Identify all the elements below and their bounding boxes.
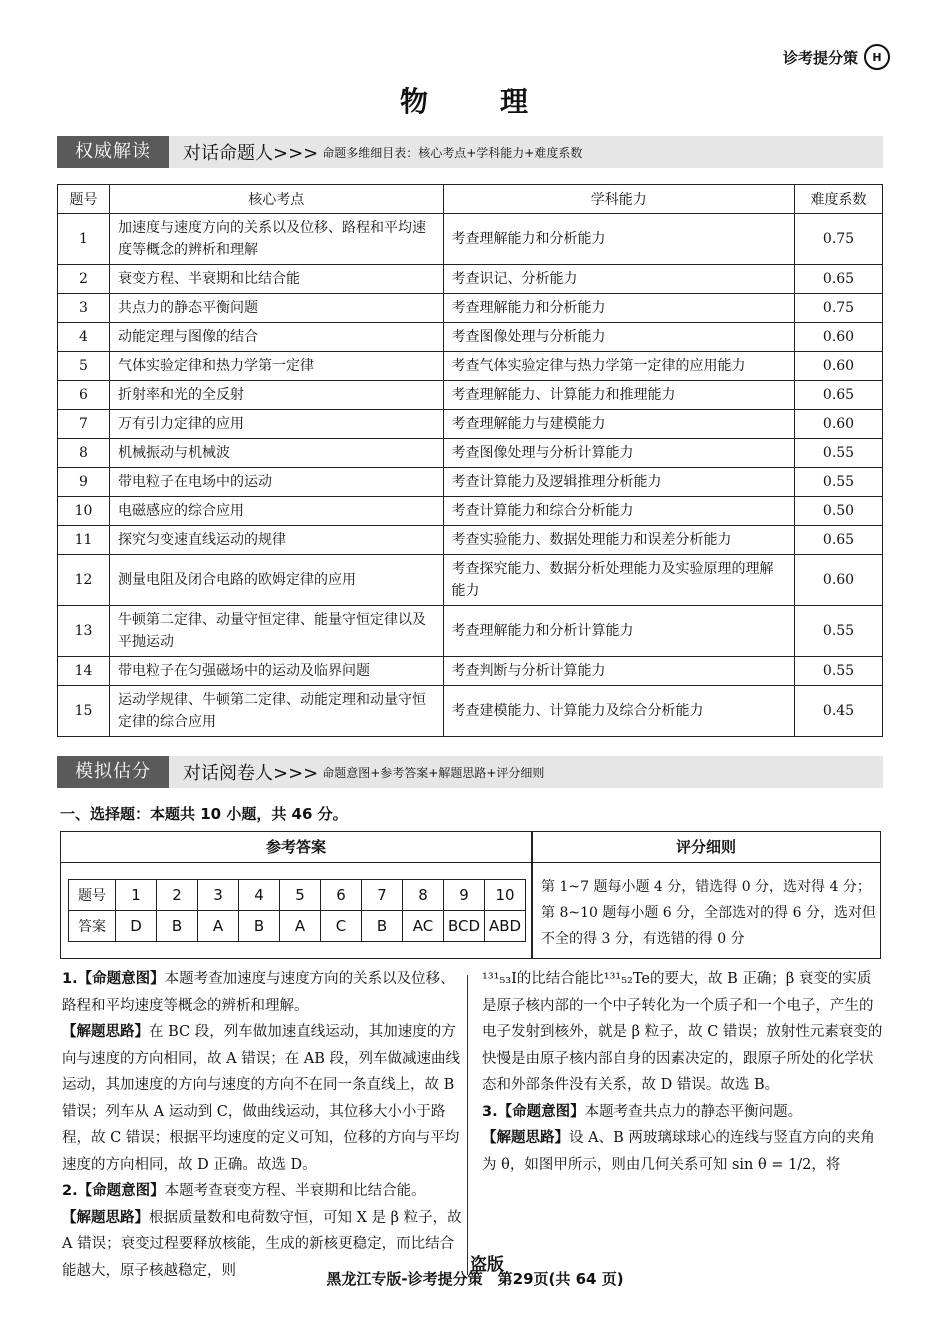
- q1-intent-text: 本题考查加速度与速度方向的关系以及位移、路程和平均速度等概念的辨析和理解。: [62, 971, 455, 1014]
- row-no: 15: [58, 686, 110, 737]
- q3-idea-label: 【解题思路】: [482, 1130, 569, 1146]
- answer-number: 7: [362, 880, 403, 911]
- table-row: [58, 468, 883, 497]
- answer-value: A: [198, 911, 239, 942]
- row-ability: 考查实验能力、数据处理能力和误差分析能力: [443, 526, 795, 555]
- table-row: [58, 439, 883, 468]
- row-difficulty: 0.75: [795, 214, 883, 265]
- answer-value: AC: [403, 911, 444, 942]
- row-no: 14: [58, 657, 110, 686]
- row-no: 4: [58, 323, 110, 352]
- tellurium-nuclide: ¹³¹₅₂Te: [603, 971, 650, 987]
- q2-idea-continued: [482, 966, 884, 1099]
- answer-number: 1: [116, 880, 157, 911]
- row-ability: 考查判断与分析计算能力: [443, 657, 795, 686]
- answer-value: B: [239, 911, 280, 942]
- row-point: 探究匀变速直线运动的规律: [109, 526, 443, 555]
- row-point: 衰变方程、半衰期和比结合能: [109, 265, 443, 294]
- row-no: 6: [58, 381, 110, 410]
- row-no: 12: [58, 555, 110, 606]
- row-difficulty: 0.65: [795, 526, 883, 555]
- answer-value: D: [116, 911, 157, 942]
- row-no: 11: [58, 526, 110, 555]
- answer-number-row: [69, 880, 526, 911]
- q3-idea: [482, 1125, 884, 1178]
- q2-idea-text-a: 根据质量数和电荷数守恒，可知 X 是 β 粒子，故 A 错误；衰变过程要释放核能，生成的新核更稳定，而比结合能越大，原子核越稳定，则: [62, 1209, 462, 1279]
- row-point: 加速度与速度方向的关系以及位移、路程和平均速度等概念的辨析和理解: [109, 214, 443, 265]
- section-heading: 对话阅卷人>>>: [183, 763, 319, 784]
- scoring-rule: 第 1~7 题每小题 4 分，错选得 0 分，选对得 4 分；第 8~10 题每小题 6 分，全部选对的得 6 分，选对但不全的得 3 分，有选错的得 0 分: [541, 879, 876, 947]
- answer-value-row: [69, 911, 526, 942]
- table-row: [58, 265, 883, 294]
- q2-intent-text: 本题考查衰变方程、半衰期和比结合能。: [164, 1183, 426, 1199]
- header-point: 核心考点: [109, 185, 443, 214]
- table-row: [58, 497, 883, 526]
- row-no: 5: [58, 352, 110, 381]
- table-row: [58, 352, 883, 381]
- q1-idea-label: 【解题思路】: [62, 1024, 149, 1040]
- table-row: [58, 686, 883, 737]
- q1-idea: [62, 1019, 462, 1178]
- row-difficulty: 0.50: [795, 497, 883, 526]
- table-row: [58, 555, 883, 606]
- divider: [531, 832, 533, 958]
- brand: [783, 44, 890, 70]
- row-no: 8: [58, 439, 110, 468]
- q2-intent-label: 2.【命题意图】: [62, 1183, 165, 1199]
- row-point: 动能定理与图像的结合: [109, 323, 443, 352]
- row-difficulty: 0.60: [795, 352, 883, 381]
- row-difficulty: 0.55: [795, 606, 883, 657]
- row-point: 万有引力定律的应用: [109, 410, 443, 439]
- section-tag: 权威解读: [57, 136, 169, 168]
- exam-spec-table: [57, 184, 883, 737]
- q2-intent: [62, 1178, 462, 1205]
- row-no: 9: [58, 468, 110, 497]
- q1-intent-label: 1.【命题意图】: [62, 971, 165, 987]
- header-difficulty: 难度系数: [795, 185, 883, 214]
- q1-idea-text: 在 BC 段，列车做加速直线运动，其加速度的方向与速度的方向相同，故 A 错误；在 AB 段，列车做减速曲线运动，其加速度的方向与速度的方向不在同一条直线上，故 B 错误；列车从 A 运动到 C，做曲线运动，其位移大小小于路程，故 C 错误；根据平均速度的定义可知，位移的方向与平均速度的方向相同，故 D 正确。故选 D。: [62, 1024, 461, 1173]
- answer-number: 10: [485, 880, 526, 911]
- row-difficulty: 0.55: [795, 439, 883, 468]
- row-point: 电磁感应的综合应用: [109, 497, 443, 526]
- row-difficulty: 0.65: [795, 381, 883, 410]
- page-footer: 黑龙江专版-诊考提分策 第29页(共 64 页): [326, 1270, 624, 1288]
- row-ability: 考查图像处理与分析计算能力: [443, 439, 795, 468]
- row-ability: 考查理解能力、计算能力和推理能力: [443, 381, 795, 410]
- row-difficulty: 0.55: [795, 468, 883, 497]
- section-bar-authority: [57, 136, 883, 168]
- row-ability: 考查计算能力和综合分析能力: [443, 497, 795, 526]
- answer-number: 9: [444, 880, 485, 911]
- table-row: [58, 381, 883, 410]
- row-ability: 考查气体实验定律与热力学第一定律的应用能力: [443, 352, 795, 381]
- row-difficulty: 0.45: [795, 686, 883, 737]
- row-no: 2: [58, 265, 110, 294]
- section-subheading: 命题多维细目表：核心考点+学科能力+难度系数: [322, 145, 583, 160]
- answer-value: ABD: [485, 911, 526, 942]
- row-difficulty: 0.75: [795, 294, 883, 323]
- q2-idea-label: 【解题思路】: [62, 1209, 149, 1226]
- table-row: [58, 294, 883, 323]
- row-point: 机械振动与机械波: [109, 439, 443, 468]
- section-bar-simulate: [57, 756, 883, 788]
- table-row: [58, 606, 883, 657]
- watermark-stamp: 盗版: [470, 1255, 504, 1275]
- q3-intent: [482, 1099, 884, 1126]
- answer-value: C: [321, 911, 362, 942]
- q2-idea-text-c: 的要大，故 B 正确；β 衰变的实质是原子核内部的一个中子转化为一个质子和一个电子，产生的电子发射到核外，就是 β 粒子，故 C 错误；放射性元素衰变的快慢是由原子核内部自身的因素决定的，跟原子所处的化学状态和外部条件没有关系，故 D 错误。故选 B。: [482, 971, 883, 1093]
- row-no: 3: [58, 294, 110, 323]
- page-title: 物 理: [399, 85, 550, 118]
- a-label: 答案: [69, 911, 116, 942]
- row-ability: 考查理解能力和分析计算能力: [443, 606, 795, 657]
- answer-number: 3: [198, 880, 239, 911]
- brand-text: 诊考提分策: [782, 48, 858, 67]
- q3-idea-text: 设 A、B 两玻璃球球心的连线与竖直方向的夹角为 θ，如图甲所示，则由几何关系可知 sin θ = 1/2，将: [482, 1130, 875, 1173]
- answer-value: BCD: [444, 911, 485, 942]
- row-no: 1: [58, 214, 110, 265]
- row-ability: 考查图像处理与分析能力: [443, 323, 795, 352]
- header-no: 题号: [58, 185, 110, 214]
- rule-head: 评分细则: [532, 832, 880, 863]
- brand-logo-icon: H: [864, 44, 890, 70]
- answer-table: [68, 879, 526, 942]
- iodine-nuclide: ¹³¹₅₃I: [482, 971, 517, 987]
- row-no: 13: [58, 606, 110, 657]
- explain-left-column: [62, 966, 462, 1284]
- explain-right-column: [482, 966, 884, 1178]
- section-tag: 模拟估分: [57, 756, 169, 788]
- row-difficulty: 0.65: [795, 265, 883, 294]
- answer-value: B: [157, 911, 198, 942]
- column-separator: [467, 975, 468, 1275]
- q1-intent: [62, 966, 462, 1019]
- q-label: 题号: [69, 880, 116, 911]
- table-row: [58, 526, 883, 555]
- q3-intent-label: 3.【命题意图】: [482, 1103, 585, 1120]
- table-row: [58, 214, 883, 265]
- section-heading: 对话命题人>>>: [183, 143, 319, 164]
- answer-number: 4: [239, 880, 280, 911]
- row-point: 带电粒子在匀强磁场中的运动及临界问题: [109, 657, 443, 686]
- section-subheading: 命题意图+参考答案+解题思路+评分细则: [322, 765, 545, 780]
- answer-number: 8: [403, 880, 444, 911]
- row-ability: 考查理解能力和分析能力: [443, 294, 795, 323]
- row-ability: 考查识记、分析能力: [443, 265, 795, 294]
- ref-answer-head: 参考答案: [61, 832, 531, 863]
- row-point: 折射率和光的全反射: [109, 381, 443, 410]
- header-ability: 学科能力: [443, 185, 795, 214]
- table-row: [58, 323, 883, 352]
- table-row: [58, 410, 883, 439]
- row-ability: 考查建模能力、计算能力及综合分析能力: [443, 686, 795, 737]
- answer-value: B: [362, 911, 403, 942]
- row-point: 带电粒子在电场中的运动: [109, 468, 443, 497]
- row-difficulty: 0.55: [795, 657, 883, 686]
- row-no: 7: [58, 410, 110, 439]
- row-ability: 考查计算能力及逻辑推理分析能力: [443, 468, 795, 497]
- table-row: [58, 657, 883, 686]
- row-ability: 考查理解能力和分析能力: [443, 214, 795, 265]
- row-ability: 考查理解能力与建模能力: [443, 410, 795, 439]
- row-point: 运动学规律、牛顿第二定律、动能定理和动量守恒定律的综合应用: [109, 686, 443, 737]
- table-header-row: [58, 185, 883, 214]
- row-point: 气体实验定律和热力学第一定律: [109, 352, 443, 381]
- row-difficulty: 0.60: [795, 323, 883, 352]
- answer-box: [60, 831, 881, 959]
- choice-section-title: 一、选择题：本题共 10 小题，共 46 分。: [60, 805, 348, 823]
- row-point: 测量电阻及闭合电路的欧姆定律的应用: [109, 555, 443, 606]
- row-no: 10: [58, 497, 110, 526]
- q2-idea-text-b: 的比结合能比: [516, 971, 604, 987]
- row-point: 牛顿第二定律、动量守恒定律、能量守恒定律以及平抛运动: [109, 606, 443, 657]
- answer-number: 2: [157, 880, 198, 911]
- row-ability: 考查探究能力、数据分析处理能力及实验原理的理解能力: [443, 555, 795, 606]
- row-difficulty: 0.60: [795, 410, 883, 439]
- q3-intent-text: 本题考查共点力的静态平衡问题。: [584, 1103, 803, 1120]
- row-difficulty: 0.60: [795, 555, 883, 606]
- answer-number: 5: [280, 880, 321, 911]
- answer-value: A: [280, 911, 321, 942]
- row-point: 共点力的静态平衡问题: [109, 294, 443, 323]
- answer-number: 6: [321, 880, 362, 911]
